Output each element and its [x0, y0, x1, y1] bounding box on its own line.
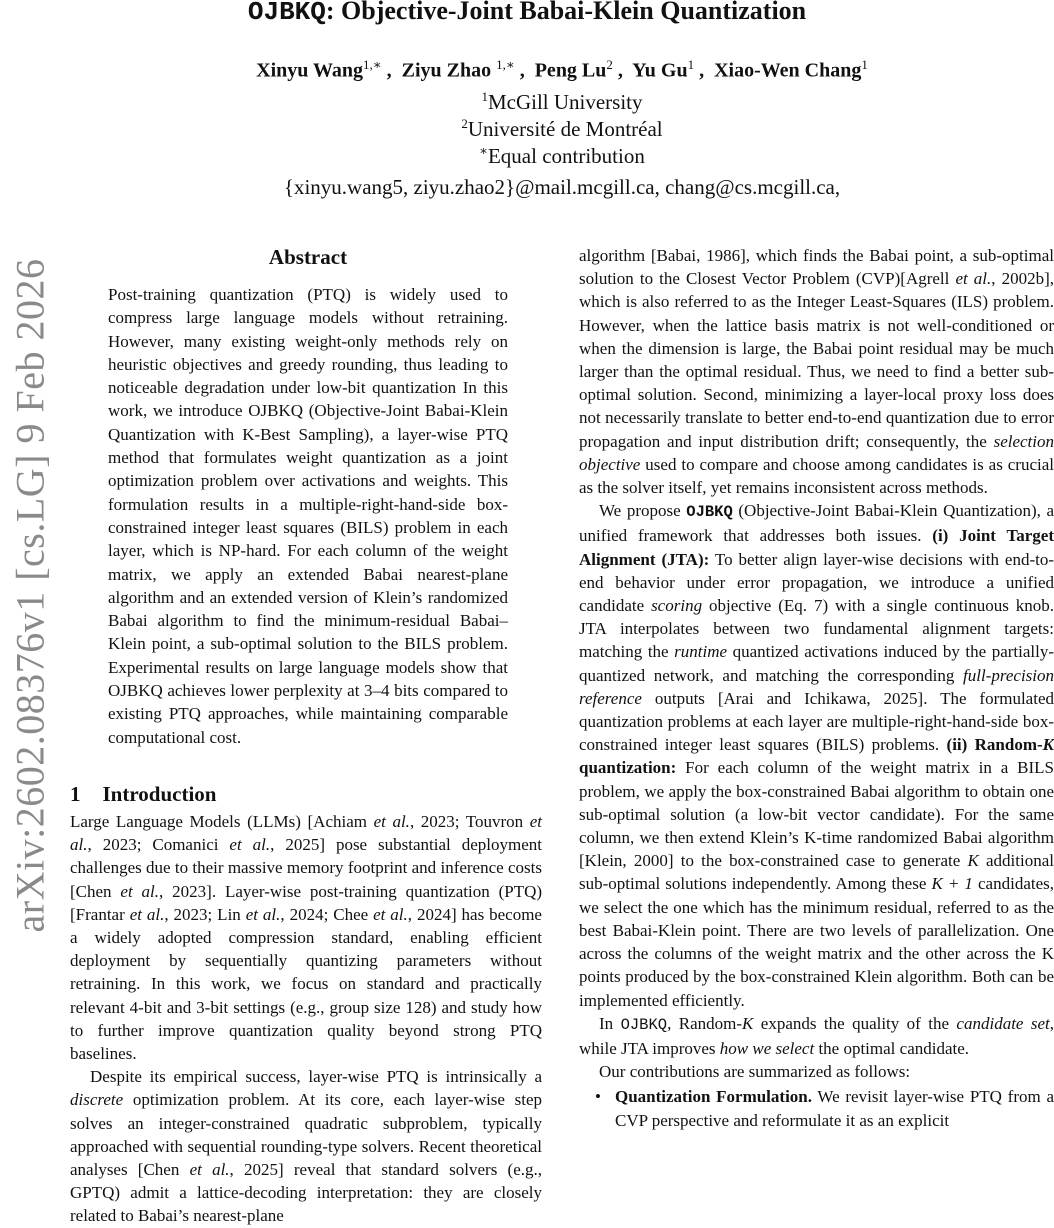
affiliation — [0, 116, 1054, 142]
section-heading — [70, 782, 216, 807]
author-name: Xiao-Wen Chang — [714, 59, 862, 82]
affiliation-mark: 1 — [481, 89, 488, 104]
list-item: • Quantization Formulation. We revisit layer-wise PTQ from a CVP perspective and reformulate it as an explicit — [579, 1085, 1054, 1131]
paper-title — [0, 0, 1054, 27]
paragraph: Large Language Models (LLMs) [Achiam et al., 2023; Touvron et al., 2023; Comanici et al., 2025] pose substantial deployment challenges due to their massive memory footprint and inference costs [Chen et al., 2023]. Layer-wise post-training quantization (PTQ) [Frantar et al., 2023; Lin et al., 2024; Chee et al., 2024] has become a widely adopted compression standard, enabling efficient deployment by sequentially quantizing parameters without retraining. In this work, we focus on standard and practically relevant 4-bit and 3-bit settings (e.g., group size 128) and study how to further improve quantization quality beyond strong PTQ baselines. — [70, 812, 543, 1064]
author-list: Xinyu Wang$^{1,∗}$ , Ziyu Zhao $^{1,∗}$ , Peng Lu$^2$ , Yu Gu$^1$ , Xiao-Wen Chang$^1$ — [256, 57, 868, 82]
affiliation-text: Université de Montréal — [467, 117, 663, 141]
arxiv-identifier — [0, 255, 62, 935]
affiliation-text: Equal contribution — [487, 144, 645, 168]
author-mark: 1,∗ — [496, 57, 515, 72]
method-name: OJBKQ — [620, 1015, 668, 1034]
paragraph: Our contributions are summarized as follows: — [599, 1062, 911, 1082]
affiliation — [0, 89, 1054, 115]
author-name: Ziyu Zhao — [401, 59, 492, 82]
paragraph: Despite its empirical success, layer-wise PTQ is intrinsically a discrete optimization problem. At its core, each layer-wise step solves an integer-constrained quadratic subproblem, typically approached with sequential rounding-type solvers. Recent theoretical analyses [Chen et al., 2025] reveal that standard solvers (e.g., GPTQ) admit a lattice-decoding interpretation: they are closely related to Babai’s nearest-plane — [70, 1067, 542, 1226]
affiliation-mark: ∗ — [479, 143, 488, 158]
abstract-heading: Abstract — [268, 245, 348, 269]
author-name: Yu Gu — [632, 59, 688, 82]
emails: {xinyu.wang5, ziyu.zhao2}@mail.mcgill.ca, chang@cs.mcgill.ca, — [283, 175, 841, 199]
paragraph: In OJBKQ, Random-K expands the quality of the candidate set, while JTA improves how we select the optimal candidate. — [579, 1013, 1054, 1058]
title-method-name: OJBKQ — [247, 0, 326, 27]
abstract-body: Post-training quantization (PTQ) is widely used to compress large language models without retraining. However, many existing weight-only methods rely on heuristic objectives and greedy rounding, thus leading to noticeable degradation under low-bit quantization In this work, we introduce OJBKQ (Objective-Joint Babai-Klein Quantization with K-Best Sampling), a layer-wise PTQ method that formulates weight quantization as a joint optimization problem over activations and weights. This formulation results in a multiple-right-hand-side box-constrained integer least squares (BILS) problem in each layer, which is NP-hard. For each column of the weight matrix, we apply an extended Babai nearest-plane algorithm and an extended version of Klein’s randomized Babai algorithm to find the minimum-residual Babai–Klein point, a sub-optimal solution to the BILS problem. Experimental results on large language models show that OJBKQ achieves lower perplexity at 3–4 bits compared to existing PTQ approaches, while maintaining comparable computational cost. — [108, 285, 508, 747]
email-line — [0, 175, 1054, 200]
left-column — [70, 810, 542, 1228]
author-name: Xinyu Wang — [256, 59, 364, 82]
author-mark: 1,∗ — [363, 57, 382, 72]
section-number: 1 — [70, 782, 81, 806]
method-name: OJBKQ — [686, 503, 733, 522]
affiliation-text: McGill University — [487, 90, 643, 114]
author-mark: 2 — [606, 57, 613, 72]
affiliation-mark: 2 — [461, 116, 468, 131]
paragraph: We propose OJBKQ (Objective-Joint Babai-Klein Quantization), a unified framework that addresses both issues. (i) Joint Target Alignment (JTA): To better align layer-wise decisions with end-to-end behavior under error propagation, we introduce a unified candidate scoring objective (Eq. 7) with a single continuous knob. JTA interpolates between two fundamental alignment targets: matching the runtime quantized activations induced by the partially-quantized network, and matching the corresponding full-precision reference outputs [Arai and Ichikawa, 2025]. The formulated quantization problems at each layer are multiple-right-hand-side box-constrained integer least squares (BILS) problems. (ii) Random-K quantization: For each column of the weight matrix in a BILS problem, we apply the box-constrained Babai algorithm to obtain one sub-optimal solution (a low-bit vector candidate). For the same column, we then extend Klein’s K-time randomized Babai algorithm [Klein, 2000] to the box-constrained case to generate K additional sub-optimal solutions independently. Among these K + 1 candidates, we select the one which has the minimum residual, referred to as the best Babai-Klein point. There are two levels of parallelization. One across the columns of the weight matrix and the other across the K points produced by the box-constrained Klein algorithm. Both can be implemented efficiently. — [579, 501, 1054, 1010]
bullet-symbol: • — [595, 1087, 601, 1107]
author-mark: 1 — [861, 57, 868, 72]
arxiv-identifier-text: arXiv:2602.08376v1 [cs.LG] 9 Feb 2026 — [7, 258, 53, 932]
author-name: Peng Lu — [534, 59, 607, 82]
affiliation — [0, 143, 1054, 169]
author-mark: 1 — [687, 57, 695, 72]
paragraph: algorithm [Babai, 1986], which finds the Babai point, a sub-optimal solution to the Closest Vector Problem (CVP)[Agrell et al., 2002b], which is also referred to as the Integer Least-Squares (ILS) problem. However, when the lattice basis matrix is not well-conditioned or when the dimension is large, the Babai point residual may be much larger than the optimal residual. Thus, we need to find a better sub-optimal solution. Second, minimizing a layer-local proxy loss does not necessarily translate to better end-to-end quantization due to error propagation and input distribution drift; consequently, the selection objective used to compare and choose among candidates is as crucial as the solver itself, yet remains inconsistent across methods. — [579, 246, 1054, 498]
title-text: : Objective-Joint Babai-Klein Quantization — [325, 0, 807, 25]
right-column — [579, 244, 1054, 1132]
section-title: Introduction — [102, 782, 217, 806]
